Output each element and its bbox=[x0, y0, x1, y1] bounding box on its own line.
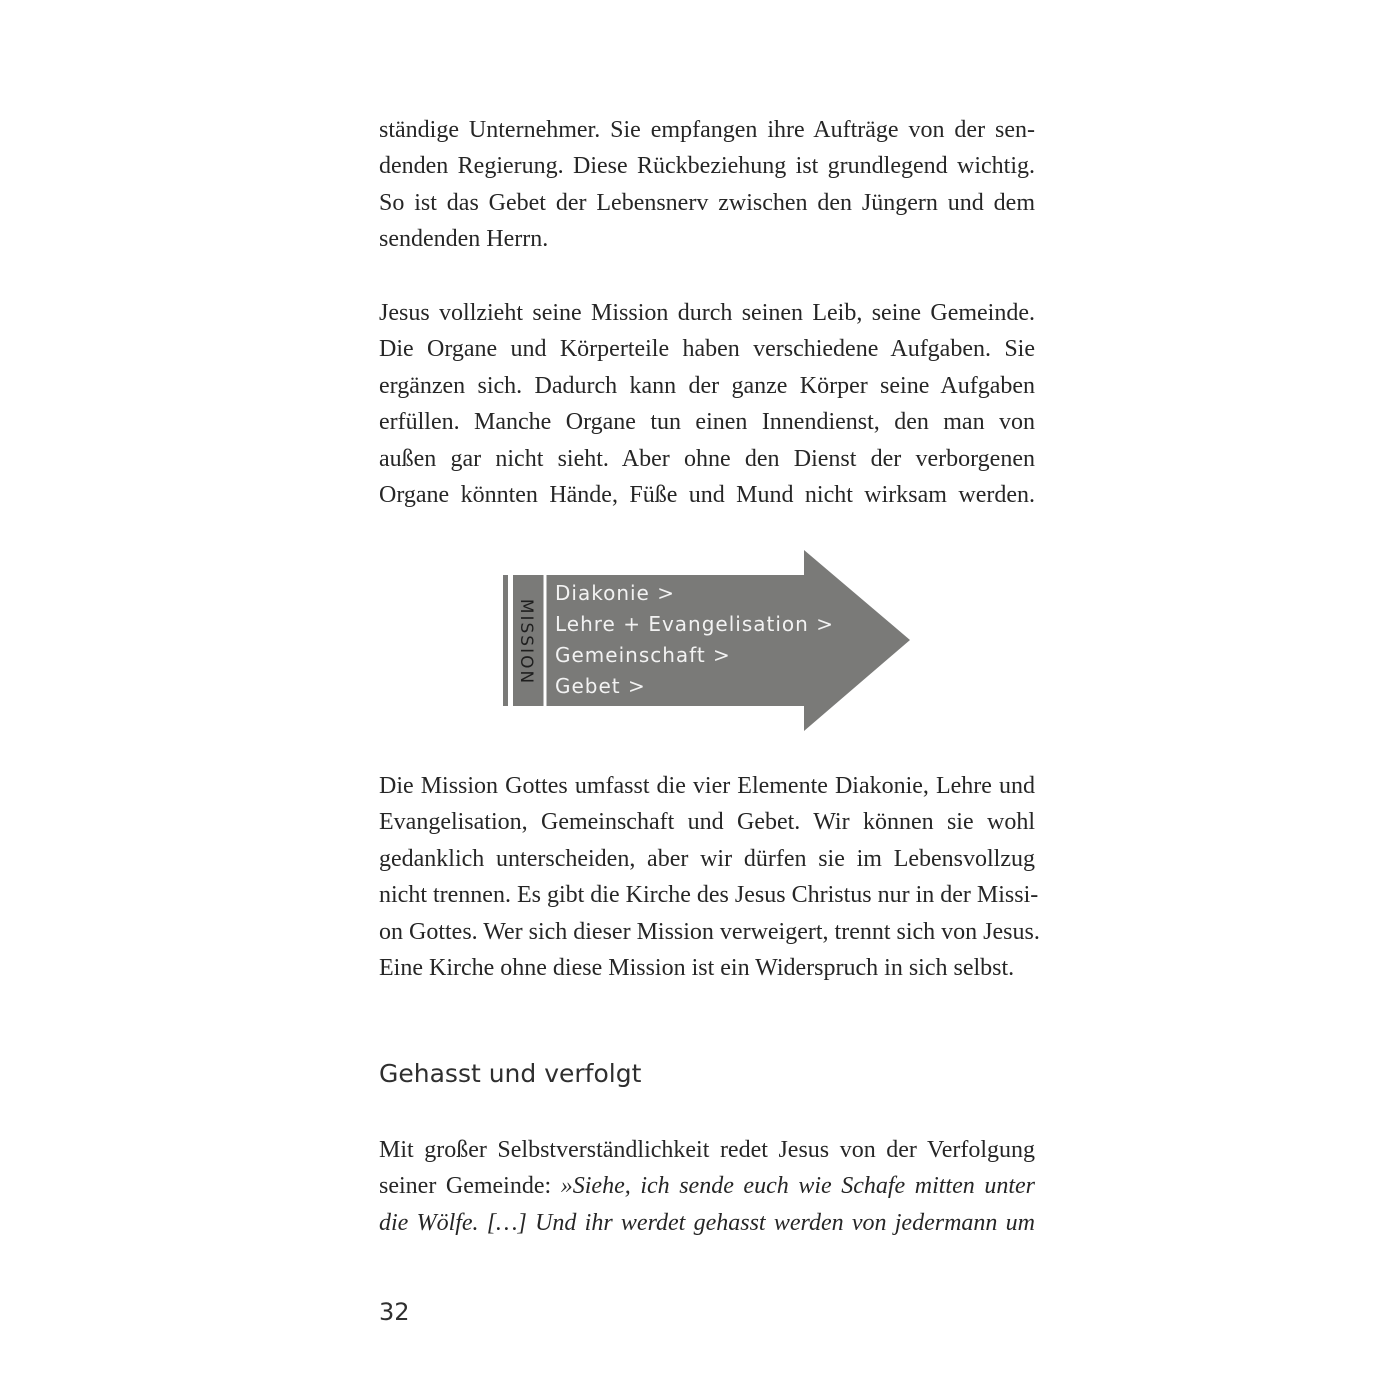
text-line: sendenden Herrn. bbox=[379, 226, 549, 253]
text-line: Mit großer Selbstverständlichkeit redet Jesus von der Verfolgung bbox=[379, 1137, 1035, 1163]
text-line: denden Regierung. Diese Rückbeziehung ist grundlegend wichtig. bbox=[379, 153, 1035, 180]
text-line: nicht trennen. Es gibt die Kirche des Jesus Christus nur in der Missi- bbox=[379, 882, 1039, 909]
mission-element-item: Lehre + Evangelisation > bbox=[555, 612, 834, 636]
text-line: Organe könnten Hände, Füße und Mund nicht wirksam werden. bbox=[379, 481, 1035, 508]
text-plain: seiner Gemeinde: bbox=[379, 1173, 561, 1200]
text-line bbox=[379, 1168, 1035, 1204]
mission-diagram bbox=[500, 548, 920, 734]
mission-element-item: Gebet > bbox=[555, 674, 646, 698]
text-line: Eine Kirche ohne diese Mission ist ein Widerspruch in sich selbst. bbox=[379, 954, 1015, 981]
mission-element-item: Diakonie > bbox=[555, 581, 675, 605]
paragraph-1 bbox=[379, 112, 1035, 258]
text-line: ständige Unternehmer. Sie empfangen ihre Aufträge von der sen- bbox=[379, 117, 1035, 143]
page-number: 32 bbox=[379, 1298, 410, 1326]
text-line: Jesus vollzieht seine Mission durch seinen Leib, seine Gemeinde. bbox=[379, 300, 1035, 326]
text-line: Evangelisation, Gemeinschaft und Gebet. Wir können sie wohl bbox=[379, 809, 1035, 836]
text-line: Die Organe und Körperteile haben verschiedene Aufgaben. Sie bbox=[379, 336, 1035, 363]
text-line: außen gar nicht sieht. Aber ohne den Dienst der verborgenen bbox=[379, 445, 1035, 472]
paragraph-2 bbox=[379, 295, 1035, 513]
text-line: on Gottes. Wer sich dieser Mission verweigert, trennt sich von Jesus. bbox=[379, 918, 1040, 945]
paragraph-3 bbox=[379, 768, 1040, 986]
text-line: erfüllen. Manche Organe tun einen Innendienst, den man von bbox=[379, 409, 1035, 436]
section-heading: Gehasst und verfolgt bbox=[379, 1059, 642, 1088]
text-line: So ist das Gebet der Lebensnerv zwischen den Jüngern und dem bbox=[379, 189, 1035, 216]
text-line: gedanklich unterscheiden, aber wir dürfen sie im Lebensvollzug bbox=[379, 845, 1035, 872]
bible-quote-line: die Wölfe. […] Und ihr werdet gehasst werden von jedermann um bbox=[379, 1209, 1035, 1236]
mission-element-item: Gemeinschaft > bbox=[555, 643, 731, 667]
bible-quote: »Siehe, ich sende euch wie Schafe mitten unter bbox=[560, 1173, 1035, 1200]
paragraph-4 bbox=[379, 1132, 1035, 1241]
mission-elements-list bbox=[555, 578, 834, 702]
mission-label-text: MISSION bbox=[516, 598, 536, 686]
text-line: Die Mission Gottes umfasst die vier Elemente Diakonie, Lehre und bbox=[379, 773, 1035, 799]
text-line: ergänzen sich. Dadurch kann der ganze Körper seine Aufgaben bbox=[379, 372, 1035, 399]
mission-thin-bar bbox=[503, 575, 508, 706]
mission-label bbox=[509, 578, 543, 706]
